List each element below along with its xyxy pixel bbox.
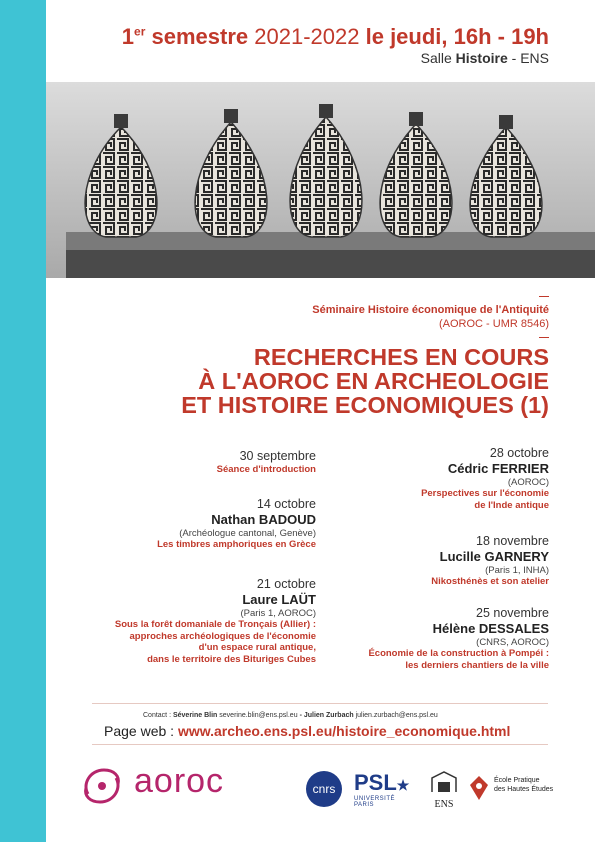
footer-rule: [92, 703, 548, 704]
session-right-1: 28 octobre Cédric FERRIER (AOROC) Perspectives sur l'économie de l'Inde antique: [421, 446, 549, 511]
session-left-3: 21 octobre Laure LAÜT (Paris 1, AOROC) Sous la forêt domaniale de Tronçais (Allier) : approches archéologiques de l'économie d'un espace rural antique, dans le territoire des Bituriges Cubes: [114, 577, 316, 665]
main-title: RECHERCHES EN COURS À L'AOROC EN ARCHEOLOGIE ET HISTOIRE ECONOMIQUES (1): [181, 344, 549, 418]
cnrs-logo: cnrs: [306, 771, 342, 807]
cyan-sidebar: [0, 0, 46, 842]
ens-logo: ENS: [428, 770, 460, 810]
session-right-2: 18 novembre Lucille GARNERY (Paris 1, INHA) Nikosthénès et son atelier: [431, 534, 549, 587]
archaeological-vessels-photo: [46, 82, 595, 278]
room-info: Salle Histoire - ENS: [420, 50, 549, 66]
semester-header: 1er semestre 2021-2022 le jeudi, 16h - 19h: [121, 24, 549, 49]
footer-rule: [92, 744, 548, 745]
divider-dash: [539, 296, 549, 297]
session-right-3: 25 novembre Hélène DESSALES (CNRS, AOROC) Économie de la construction à Pompéi : les derniers chantiers de la ville: [368, 606, 549, 671]
divider-dash: [539, 337, 549, 338]
aoroc-logo-text: aoroc: [134, 762, 225, 800]
psl-logo: PSL★ UNIVERSITÉ PARIS: [354, 770, 410, 808]
session-left-2: 14 octobre Nathan BADOUD (Archéologue cantonal, Genève) Les timbres amphoriques en Grèce: [157, 497, 316, 550]
web-line: Page web : www.archeo.ens.psl.eu/histoire_economique.html: [104, 723, 511, 739]
ephe-logo-text: École Pratique des Hautes Études: [494, 777, 554, 793]
session-left-1: 30 septembre Séance d'introduction: [216, 449, 316, 475]
ephe-logo-icon: [468, 774, 490, 802]
website-link[interactable]: www.archeo.ens.psl.eu/histoire_economique.html: [177, 723, 511, 739]
seminar-subtitle: (AOROC - UMR 8546): [438, 318, 549, 330]
aoroc-logo-icon: [78, 764, 126, 808]
contact-line: Contact : Séverine Blin severine.blin@ens.psl.eu - Julien Zurbach julien.zurbach@ens.psl.eu: [143, 712, 438, 719]
seminar-title: Séminaire Histoire économique de l'Antiquité: [312, 304, 549, 316]
